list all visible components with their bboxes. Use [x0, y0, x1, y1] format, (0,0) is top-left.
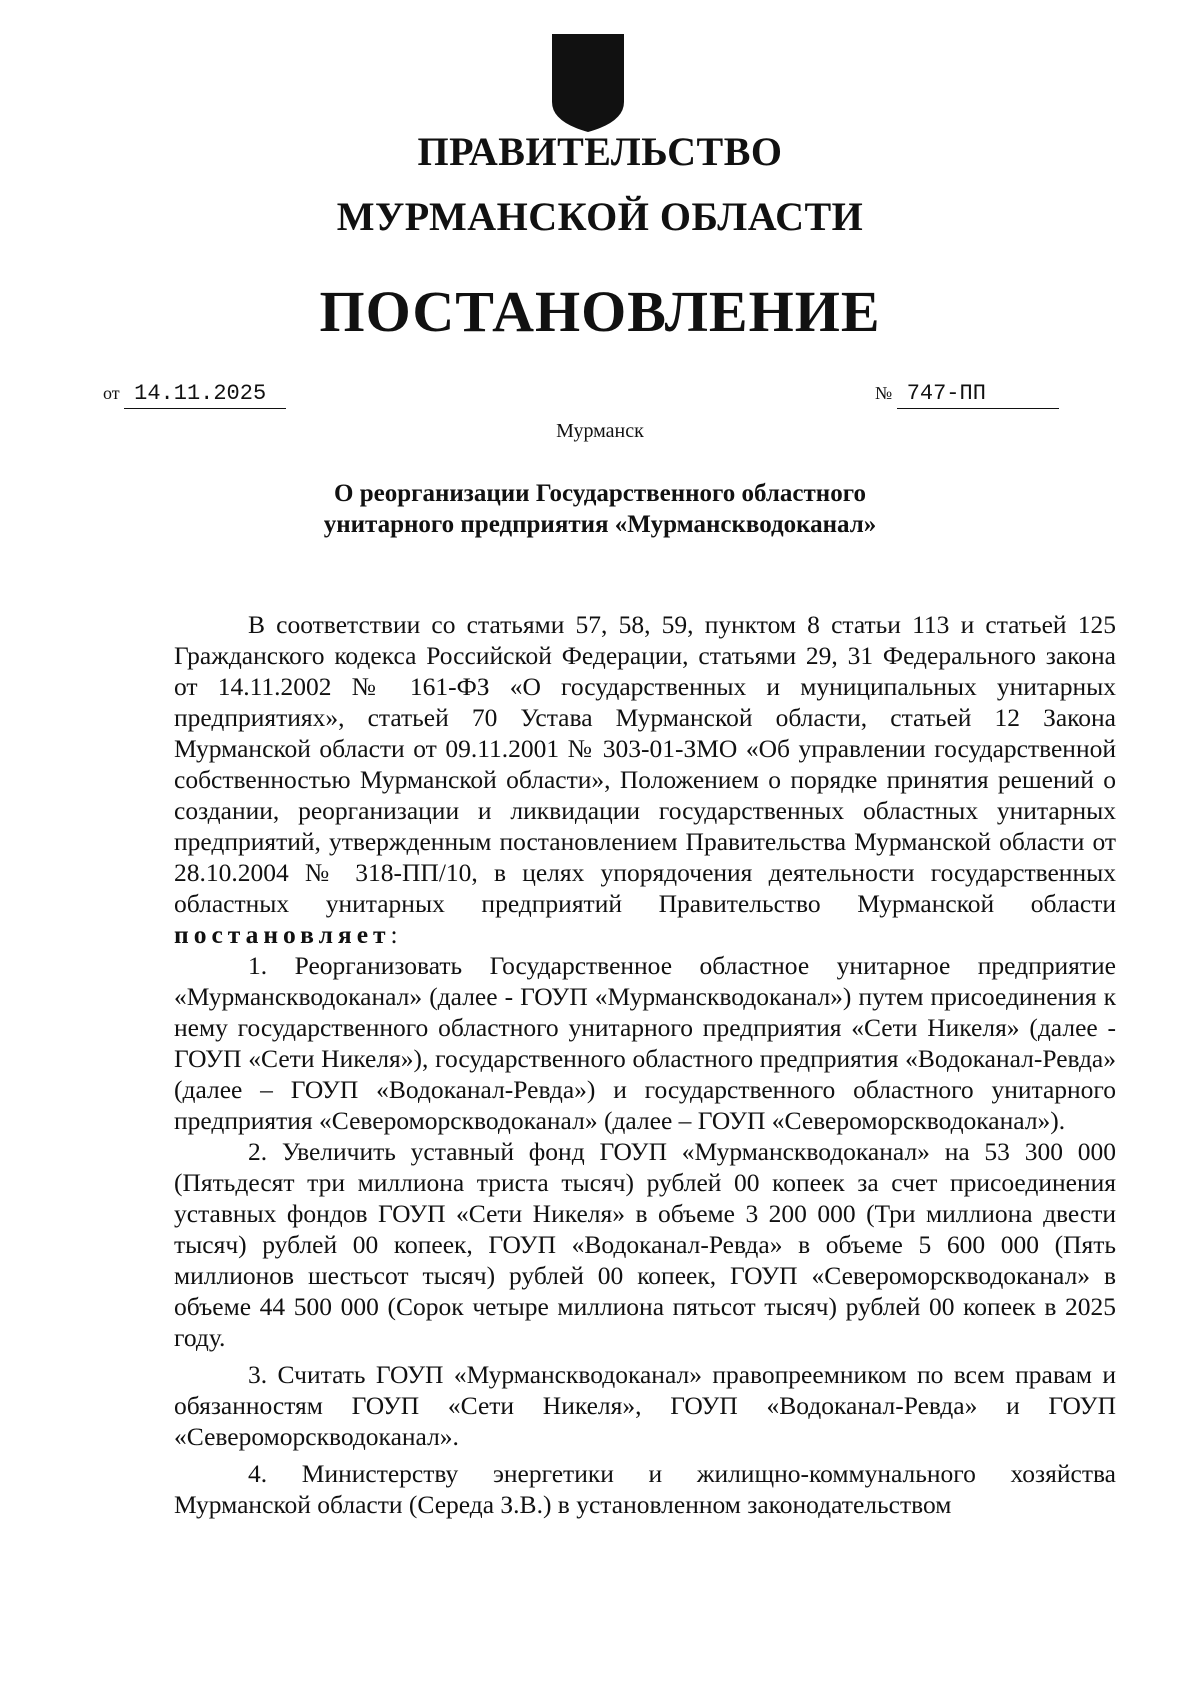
preamble-paragraph: [174, 609, 1116, 950]
date-prefix: от: [103, 383, 120, 403]
decree-colon: :: [390, 920, 398, 949]
item-1: 1. Реорганизовать Государственное областное унитарное предприятие «Мурманскводоканал» (далее - ГОУП «Мурманскводоканал») путем присоединения к нему государственного областного унитарного предприятия «Сети Никеля» (далее - ГОУП «Сети Никеля»), государственного областного предприятия «Водоканал-Ревда» (далее – ГОУП «Водоканал-Ревда») и государственного областного унитарного предприятия «Североморскводоканал» (далее – ГОУП «Североморскводоканал»).: [174, 951, 1116, 1135]
number-prefix: №: [875, 383, 893, 403]
city: Мурманск: [556, 420, 644, 442]
preamble-text: В соответствии со статьями 57, 58, 59, пунктом 8 статьи 113 и статьей 125 Гражданского кодекса Российской Федерации, статьями 29, 31 Федерального закона от 14.11.2002 № 161-ФЗ «О государственных и муниципальных унитарных предприятиях», статьей 70 Устава Мурманской области, статьей 12 Закона Мурманской области от 09.11.2001 № 303-01-ЗМО «Об управлении государственной собственностью Мурманской области», Положением о порядке принятия решений о создании, реорганизации и ликвидации государственных областных унитарных предприятий, утвержденным постановлением Правительства Мурманской области от 28.10.2004 № 318-ПП/10, в целях упорядочения деятельности государственных областных унитарных предприятий Правительство Мурманской области: [174, 610, 1116, 918]
number-field: [875, 382, 1059, 409]
document-type: ПОСТАНОВЛЕНИЕ: [319, 279, 881, 344]
title-line-1: О реорганизации Государственного областного: [334, 480, 866, 507]
document-title: [0, 478, 1200, 540]
authority-name-line2: МУРМАНСКОЙ ОБЛАСТИ: [336, 194, 864, 239]
coat-of-arms-icon: [548, 32, 628, 134]
title-line-2: унитарного предприятия «Мурманскводоканал»: [323, 511, 877, 538]
item-4: 4. Министерству энергетики и жилищно-коммунального хозяйства Мурманской области (Середа З.В.) в установленном законодательством: [174, 1459, 1116, 1519]
date-field: [103, 382, 286, 409]
item-2: 2. Увеличить уставный фонд ГОУП «Мурманскводоканал» на 53 300 000 (Пятьдесят три миллиона триста тысяч) рублей 00 копеек за счет присоединения уставных фондов ГОУП «Сети Никеля» в объеме 3 200 000 (Три миллиона двести тысяч) рублей 00 копеек, ГОУП «Водоканал-Ревда» в объеме 5 600 000 (Пять миллионов шестьсот тысяч) рублей 00 копеек, ГОУП «Североморскводоканал» в объеме 44 500 000 (Сорок четыре миллиона пятьсот тысяч) рублей 00 копеек в 2025 году.: [174, 1137, 1116, 1352]
date-value: 14.11.2025: [124, 382, 286, 409]
item-3: 3. Считать ГОУП «Мурманскводоканал» правопреемником по всем правам и обязанностям ГОУП «Сети Никеля», ГОУП «Водоканал-Ревда» и ГОУП «Североморскводоканал».: [174, 1360, 1116, 1451]
authority-name-line1: ПРАВИТЕЛЬСТВО: [417, 129, 783, 174]
decree-word: постановляет: [174, 920, 391, 949]
number-value: 747-ПП: [897, 382, 1059, 409]
document-body: [174, 609, 1116, 1520]
